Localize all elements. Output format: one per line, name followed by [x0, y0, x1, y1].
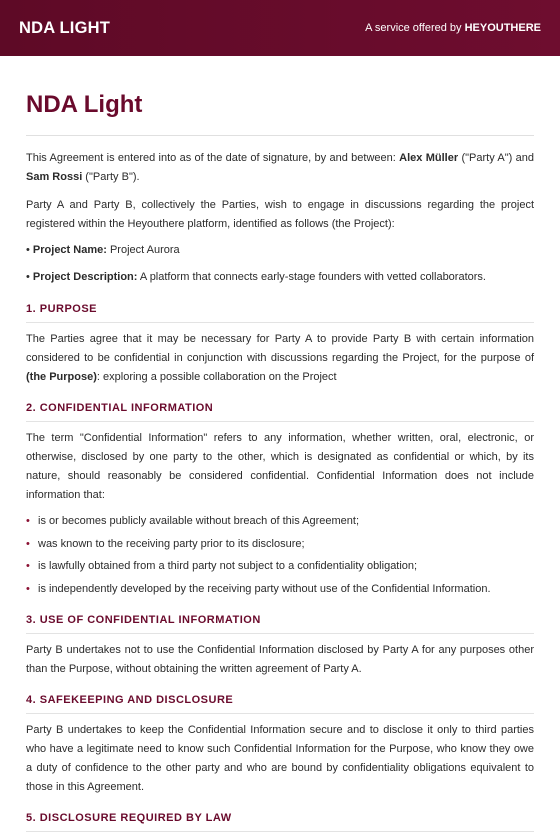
party-a-name: Alex Müller: [399, 152, 459, 164]
purpose-text-end: : exploring a possible collaboration on the Project: [96, 371, 337, 383]
project-description-value: A platform that connects early-stage founders with vetted collaborators.: [137, 271, 486, 283]
bullet-dot: •: [26, 560, 30, 572]
list-item-text: is or becomes publicly available without breach of this Agreement;: [38, 515, 360, 527]
list-item-text: was known to the receiving party prior to its disclosure;: [38, 537, 305, 550]
list-item-text: is lawfully obtained from a third party not subject to a confidentiality obligation;: [38, 560, 418, 572]
bullet-dot: •: [26, 582, 30, 595]
list-item: [26, 557, 534, 576]
title-divider: [26, 135, 534, 136]
list-item: [26, 535, 534, 554]
project-description-line: [26, 268, 534, 287]
section-heading-purpose: 1. PURPOSE: [26, 301, 534, 323]
section-body-safekeeping: Party B undertakes to keep the Confidential Information secure and to disclose it only to third parties who have a legitimate need to know such Confidential Information for the Purpose, who know they owe a duty of confidence to the other party and who are bound by confidentiality obligations equivalent to those in this Agreement.: [26, 723, 534, 793]
section-body-confidential-information: The term "Confidential Information" refers to any information, whether written, oral, electronic, or otherwise, disclosed by one party to the other, which is designated as confidential or which, by its nature, should reasonably be considered confidential. Confidential Information does not include information that:: [26, 432, 534, 501]
project-paragraph: Party A and Party B, collectively the Parties, wish to engage in discussions regarding the project registered within the Heyouthere platform, identified as follows (the Project):: [26, 199, 534, 230]
section-body-purpose: [26, 330, 534, 387]
service-company: HEYOUTHERE: [464, 22, 541, 34]
top-bar: [0, 0, 560, 56]
party-b-label: ("Party B").: [82, 171, 140, 183]
project-name-bullet: •: [26, 244, 33, 256]
section-body-use: Party B undertakes not to use the Confidential Information disclosed by Party A for any purposes other than the Purpose, without obtaining the written agreement of Party A.: [26, 643, 534, 675]
service-prefix: A service offered by: [365, 22, 465, 34]
exclusions-list: [26, 512, 534, 599]
document-title: NDA Light: [26, 91, 143, 118]
project-name-label: Project Name:: [32, 244, 107, 256]
list-item: [26, 512, 534, 531]
list-item: [26, 580, 534, 599]
party-b-name: Sam Rossi: [26, 171, 83, 183]
service-attribution: [365, 22, 541, 34]
party-a-label: ("Party A") and: [458, 152, 535, 164]
intro-text: This Agreement is entered into as of the date of signature, by and between:: [26, 152, 400, 164]
project-name-value: Project Aurora: [106, 244, 180, 256]
brand-logo-text[interactable]: NDA LIGHT: [19, 18, 111, 37]
purpose-text: The Parties agree that it may be necessary for Party A to provide Party B with certain information considered to be confidential in conjunction with discussions regarding the Project, for the purpose of: [26, 333, 534, 364]
section-heading-use: 3. USE OF CONFIDENTIAL INFORMATION: [26, 612, 534, 634]
project-description-bullet: •: [26, 271, 33, 283]
section-heading-disclosure-required: 5. DISCLOSURE REQUIRED BY LAW: [26, 810, 534, 832]
intro-paragraph: [26, 149, 534, 187]
section-heading-safekeeping: 4. SAFEKEEPING AND DISCLOSURE: [26, 692, 534, 714]
document-body: [0, 87, 560, 832]
bullet-dot: •: [26, 515, 30, 527]
bullet-dot: •: [26, 537, 30, 550]
list-item-text: is independently developed by the receiving party without use of the Confidential Information.: [38, 582, 491, 595]
purpose-term: (the Purpose): [26, 371, 97, 383]
project-name-line: [26, 241, 534, 260]
section-heading-confidential-information: 2. CONFIDENTIAL INFORMATION: [26, 400, 534, 422]
project-description-label: Project Description:: [32, 271, 138, 283]
